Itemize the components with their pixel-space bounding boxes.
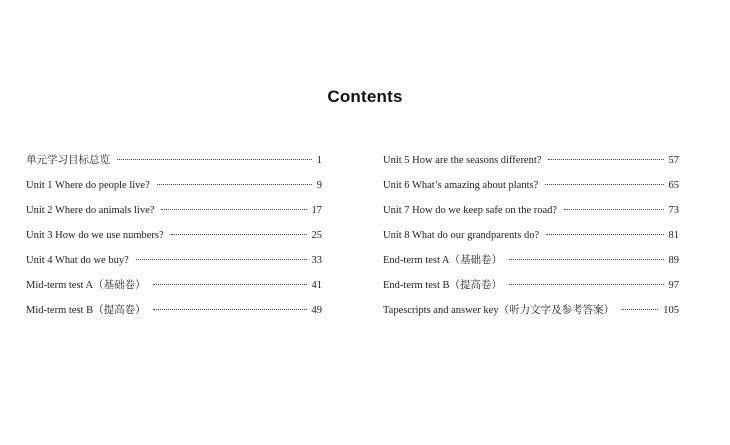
toc-entry-label: End-term test B（提高卷） [383,280,502,291]
dot-leader [509,259,664,260]
toc-entry-page: 65 [668,180,679,191]
dot-leader [157,184,312,185]
toc-entry-page: 49 [311,305,322,316]
toc-right-column [383,148,679,323]
toc-entry-unit-1[interactable] [26,173,322,198]
dot-leader [548,159,663,160]
toc-entry-page: 57 [668,155,679,166]
dot-leader [161,209,306,210]
toc-entry-label: Unit 6 What’s amazing about plants? [383,180,539,191]
toc-entry-page: 1 [316,155,322,166]
toc-entry-label: Unit 8 What do our grandparents do? [383,230,540,241]
toc-entry-unit-5[interactable] [383,148,679,173]
toc-entry-mid-term-test-b[interactable] [26,298,322,323]
dot-leader [509,284,664,285]
toc-entry-label: Mid-term test B（提高卷） [26,305,146,316]
toc-entry-unit-2[interactable] [26,198,322,223]
dot-leader [564,209,663,210]
toc-entry-label: Unit 2 Where do animals live? [26,205,155,216]
toc-entry-label: Unit 5 How are the seasons different? [383,155,542,166]
toc-entry-label: Unit 3 How do we use numbers? [26,230,164,241]
toc-entry-label: 单元学习目标总览 [26,155,110,166]
dot-leader [546,234,663,235]
toc-entry-label: Unit 1 Where do people live? [26,180,150,191]
toc-entry-unit-8[interactable] [383,223,679,248]
dot-leader [153,284,307,285]
toc-entry-page: 105 [663,305,679,316]
toc-entry-page: 33 [311,255,322,266]
toc-entry-label: Tapescripts and answer key（听力文字及参考答案） [383,305,615,316]
dot-leader [545,184,663,185]
dot-leader [153,309,307,310]
toc-entry-unit-4[interactable] [26,248,322,273]
toc-entry-page: 81 [668,230,679,241]
toc-entry-label: Unit 4 What do we buy? [26,255,129,266]
toc-entry-end-term-test-a[interactable] [383,248,679,273]
toc-entry-page: 9 [316,180,322,191]
page-title: Contents [327,87,403,106]
dot-leader [117,159,312,160]
dot-leader [171,234,307,235]
toc-entry-page: 17 [311,205,322,216]
toc-entry-tapescripts[interactable] [383,298,679,323]
toc-entry-learning-goals[interactable] [26,148,322,173]
toc-entry-page: 89 [668,255,679,266]
toc-entry-unit-6[interactable] [383,173,679,198]
toc-entry-label: Mid-term test A（基础卷） [26,280,146,291]
toc-entry-page: 41 [311,280,322,291]
toc-entry-unit-7[interactable] [383,198,679,223]
dot-leader [136,259,307,260]
toc-entry-end-term-test-b[interactable] [383,273,679,298]
toc-entry-page: 97 [668,280,679,291]
toc-entry-page: 73 [668,205,679,216]
toc-entry-label: Unit 7 How do we keep safe on the road? [383,205,558,216]
toc-entry-mid-term-test-a[interactable] [26,273,322,298]
toc-entry-label: End-term test A（基础卷） [383,255,502,266]
toc-entry-page: 25 [311,230,322,241]
toc-left-column [26,148,322,323]
dot-leader [621,309,658,310]
toc-entry-unit-3[interactable] [26,223,322,248]
